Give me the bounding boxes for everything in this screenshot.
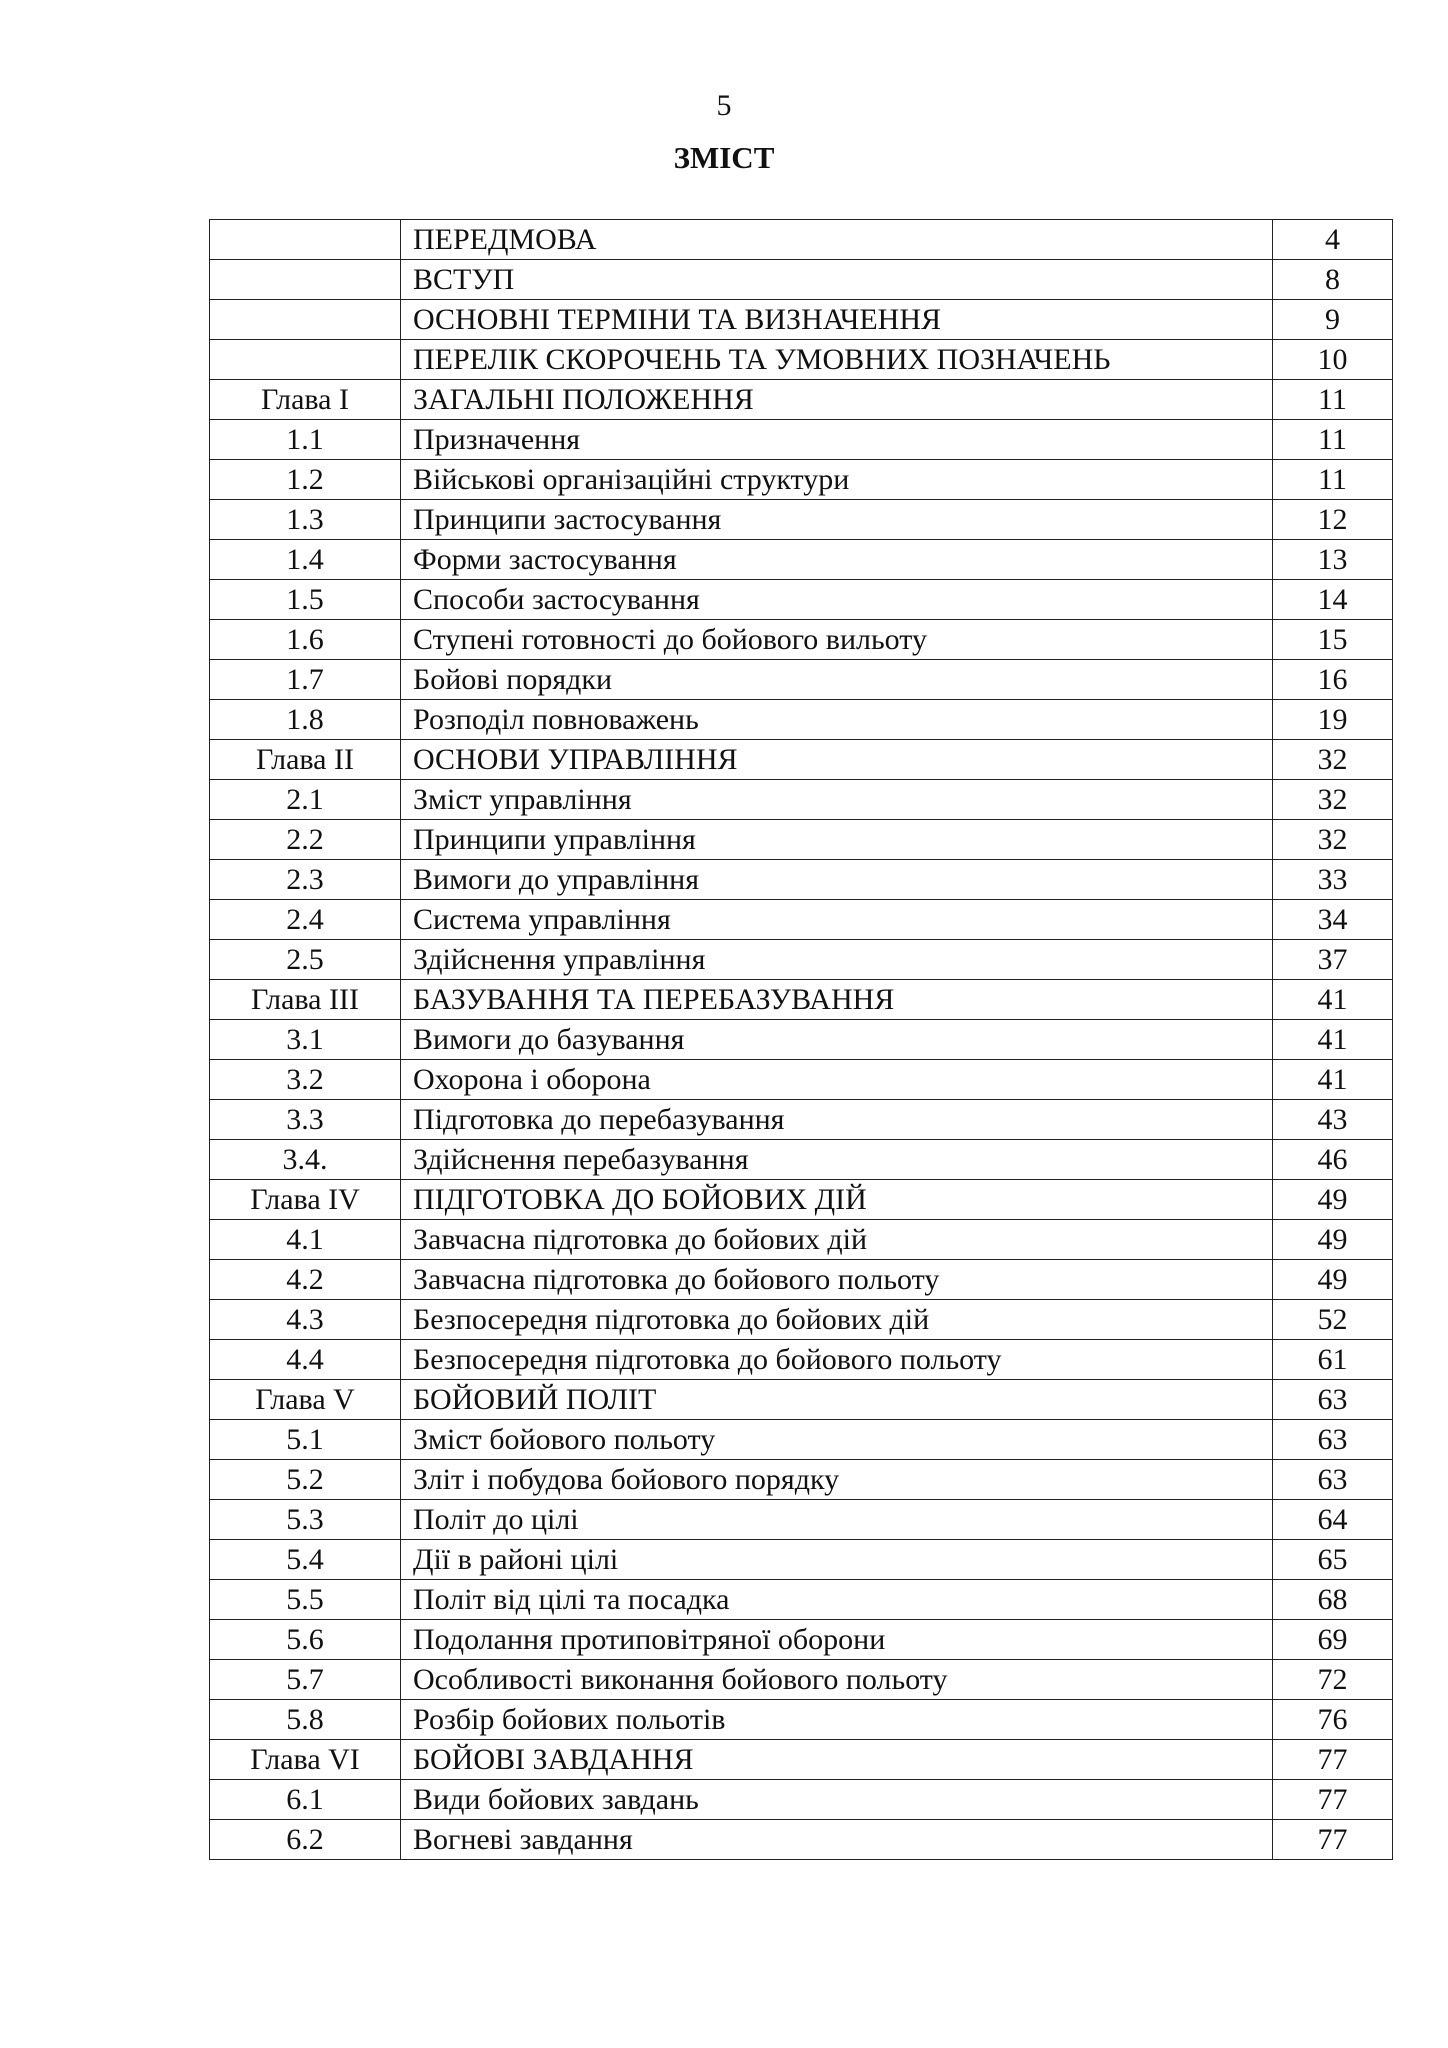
toc-row (210, 1820, 1393, 1860)
page-number: 5 (716, 89, 732, 122)
toc-section-title: Зміст управління (401, 780, 1273, 820)
toc-section-number: 2.3 (210, 860, 401, 900)
toc-section-number: 1.6 (210, 620, 401, 660)
toc-section-number: 1.2 (210, 460, 401, 500)
toc-row (210, 460, 1393, 500)
toc-page-number: 14 (1273, 580, 1393, 620)
toc-section-number: 3.2 (210, 1060, 401, 1100)
toc-page-number: 37 (1273, 940, 1393, 980)
toc-section-number: 6.1 (210, 1780, 401, 1820)
toc-section-number: Глава V (210, 1380, 401, 1420)
toc-section-number: 5.3 (210, 1500, 401, 1540)
toc-section-number: 5.6 (210, 1620, 401, 1660)
toc-section-number: Глава І (210, 380, 401, 420)
toc-row (210, 1060, 1393, 1100)
toc-section-title: Розбір бойових польотів (401, 1700, 1273, 1740)
toc-section-title: ВСТУП (401, 260, 1273, 300)
toc-section-title: Форми застосування (401, 540, 1273, 580)
toc-section-number: 4.3 (210, 1300, 401, 1340)
toc-row (210, 1220, 1393, 1260)
toc-row (210, 1300, 1393, 1340)
toc-page-number: 41 (1273, 1060, 1393, 1100)
toc-section-number: 5.5 (210, 1580, 401, 1620)
toc-row (210, 1420, 1393, 1460)
toc-row (210, 1620, 1393, 1660)
toc-section-number: 5.8 (210, 1700, 401, 1740)
toc-section-title: Безпосередня підготовка до бойових дій (401, 1300, 1273, 1340)
toc-page-number: 12 (1273, 500, 1393, 540)
toc-section-number: 1.1 (210, 420, 401, 460)
toc-section-title: Розподіл повноважень (401, 700, 1273, 740)
table-of-contents (209, 219, 1393, 1860)
toc-row (210, 860, 1393, 900)
toc-page-number: 8 (1273, 260, 1393, 300)
toc-section-title: ПЕРЕЛІК СКОРОЧЕНЬ ТА УМОВНИХ ПОЗНАЧЕНЬ (401, 340, 1273, 380)
toc-section-title: Зліт і побудова бойового порядку (401, 1460, 1273, 1500)
toc-page-number: 72 (1273, 1660, 1393, 1700)
toc-page-number: 61 (1273, 1340, 1393, 1380)
toc-page-number: 49 (1273, 1180, 1393, 1220)
toc-section-title: Система управління (401, 900, 1273, 940)
toc-section-title: ОСНОВИ УПРАВЛІННЯ (401, 740, 1273, 780)
toc-section-number (210, 220, 401, 260)
toc-page-number: 11 (1273, 460, 1393, 500)
toc-row (210, 1020, 1393, 1060)
toc-section-title: Особливості виконання бойового польоту (401, 1660, 1273, 1700)
toc-page-number: 49 (1273, 1260, 1393, 1300)
toc-page-number: 46 (1273, 1140, 1393, 1180)
toc-section-title: ОСНОВНІ ТЕРМІНИ ТА ВИЗНАЧЕННЯ (401, 300, 1273, 340)
toc-section-number: Глава IV (210, 1180, 401, 1220)
toc-body (210, 220, 1393, 1860)
toc-section-number: 1.8 (210, 700, 401, 740)
toc-row (210, 340, 1393, 380)
toc-page-number: 49 (1273, 1220, 1393, 1260)
toc-section-title: Здійснення управління (401, 940, 1273, 980)
toc-section-title: Способи застосування (401, 580, 1273, 620)
toc-page-number: 11 (1273, 420, 1393, 460)
toc-row (210, 380, 1393, 420)
toc-row (210, 1540, 1393, 1580)
toc-section-number: 4.1 (210, 1220, 401, 1260)
toc-page-number: 32 (1273, 740, 1393, 780)
toc-page-number: 32 (1273, 820, 1393, 860)
toc-row (210, 1380, 1393, 1420)
toc-page-number: 4 (1273, 220, 1393, 260)
toc-section-number: 1.3 (210, 500, 401, 540)
toc-row (210, 740, 1393, 780)
toc-page-number: 76 (1273, 1700, 1393, 1740)
toc-row (210, 300, 1393, 340)
toc-section-number: 1.7 (210, 660, 401, 700)
toc-section-number: 6.2 (210, 1820, 401, 1860)
toc-section-number (210, 340, 401, 380)
toc-section-title: Політ до цілі (401, 1500, 1273, 1540)
toc-row (210, 540, 1393, 580)
toc-section-title: БОЙОВИЙ ПОЛІТ (401, 1380, 1273, 1420)
toc-section-number: 4.4 (210, 1340, 401, 1380)
toc-row (210, 1260, 1393, 1300)
toc-section-number: 2.2 (210, 820, 401, 860)
toc-row (210, 1500, 1393, 1540)
toc-page-number: 65 (1273, 1540, 1393, 1580)
toc-row (210, 700, 1393, 740)
toc-row (210, 1460, 1393, 1500)
toc-section-title: Підготовка до перебазування (401, 1100, 1273, 1140)
toc-section-title: Види бойових завдань (401, 1780, 1273, 1820)
toc-section-title: Завчасна підготовка до бойових дій (401, 1220, 1273, 1260)
toc-section-title: БОЙОВІ ЗАВДАННЯ (401, 1740, 1273, 1780)
toc-section-number: 5.7 (210, 1660, 401, 1700)
toc-row (210, 1140, 1393, 1180)
toc-page-number: 34 (1273, 900, 1393, 940)
toc-section-title: Бойові порядки (401, 660, 1273, 700)
toc-page-number: 11 (1273, 380, 1393, 420)
toc-row (210, 820, 1393, 860)
toc-section-title: Завчасна підготовка до бойового польоту (401, 1260, 1273, 1300)
toc-section-number: 5.4 (210, 1540, 401, 1580)
toc-section-title: Вимоги до базування (401, 1020, 1273, 1060)
toc-row (210, 1340, 1393, 1380)
toc-row (210, 500, 1393, 540)
toc-page-number: 9 (1273, 300, 1393, 340)
toc-row (210, 1100, 1393, 1140)
toc-row (210, 1660, 1393, 1700)
toc-section-title: Ступені готовності до бойового вильоту (401, 620, 1273, 660)
toc-section-title: Безпосередня підготовка до бойового польоту (401, 1340, 1273, 1380)
toc-page-number: 13 (1273, 540, 1393, 580)
toc-section-title: Здійснення перебазування (401, 1140, 1273, 1180)
toc-page-number: 68 (1273, 1580, 1393, 1620)
toc-page-number: 32 (1273, 780, 1393, 820)
toc-page-number: 52 (1273, 1300, 1393, 1340)
toc-row (210, 1180, 1393, 1220)
toc-section-title: Призначення (401, 420, 1273, 460)
toc-row (210, 660, 1393, 700)
toc-page-number: 77 (1273, 1740, 1393, 1780)
toc-page-number: 69 (1273, 1620, 1393, 1660)
toc-section-title: ПІДГОТОВКА ДО БОЙОВИХ ДІЙ (401, 1180, 1273, 1220)
toc-page-number: 41 (1273, 980, 1393, 1020)
toc-page-number: 41 (1273, 1020, 1393, 1060)
toc-page-number: 19 (1273, 700, 1393, 740)
toc-section-number: Глава ІІ (210, 740, 401, 780)
toc-row (210, 260, 1393, 300)
toc-section-title: Принципи застосування (401, 500, 1273, 540)
toc-section-title: Подолання протиповітряної оборони (401, 1620, 1273, 1660)
toc-section-title: ЗАГАЛЬНІ ПОЛОЖЕННЯ (401, 380, 1273, 420)
toc-row (210, 420, 1393, 460)
toc-page-number: 64 (1273, 1500, 1393, 1540)
toc-section-title: БАЗУВАННЯ ТА ПЕРЕБАЗУВАННЯ (401, 980, 1273, 1020)
toc-row (210, 1580, 1393, 1620)
toc-section-title: ПЕРЕДМОВА (401, 220, 1273, 260)
toc-section-title: Політ від цілі та посадка (401, 1580, 1273, 1620)
toc-row (210, 1740, 1393, 1780)
toc-row (210, 1700, 1393, 1740)
toc-row (210, 580, 1393, 620)
toc-section-number: 2.1 (210, 780, 401, 820)
page-title: ЗМІСТ (673, 140, 775, 175)
toc-section-number: Глава ІІІ (210, 980, 401, 1020)
toc-section-number: 3.4. (210, 1140, 401, 1180)
toc-section-number: 5.2 (210, 1460, 401, 1500)
toc-section-title: Принципи управління (401, 820, 1273, 860)
toc-page-number: 77 (1273, 1780, 1393, 1820)
toc-section-number: 5.1 (210, 1420, 401, 1460)
toc-section-number: 2.4 (210, 900, 401, 940)
toc-section-title: Військові організаційні структури (401, 460, 1273, 500)
toc-page-number: 63 (1273, 1380, 1393, 1420)
toc-row (210, 620, 1393, 660)
toc-section-title: Вогневі завдання (401, 1820, 1273, 1860)
toc-row (210, 940, 1393, 980)
toc-section-number: 3.1 (210, 1020, 401, 1060)
toc-page-number: 63 (1273, 1420, 1393, 1460)
toc-section-number: 3.3 (210, 1100, 401, 1140)
toc-section-title: Охорона і оборона (401, 1060, 1273, 1100)
toc-section-number (210, 300, 401, 340)
toc-page-number: 10 (1273, 340, 1393, 380)
toc-section-number: Глава VI (210, 1740, 401, 1780)
toc-page-number: 16 (1273, 660, 1393, 700)
toc-section-title: Зміст бойового польоту (401, 1420, 1273, 1460)
toc-section-number (210, 260, 401, 300)
toc-section-number: 2.5 (210, 940, 401, 980)
toc-row (210, 780, 1393, 820)
toc-row (210, 900, 1393, 940)
toc-section-number: 4.2 (210, 1260, 401, 1300)
toc-page-number: 77 (1273, 1820, 1393, 1860)
toc-page-number: 15 (1273, 620, 1393, 660)
toc-page-number: 33 (1273, 860, 1393, 900)
toc-section-title: Вимоги до управління (401, 860, 1273, 900)
toc-row (210, 1780, 1393, 1820)
toc-section-number: 1.4 (210, 540, 401, 580)
toc-row (210, 980, 1393, 1020)
toc-row (210, 220, 1393, 260)
toc-section-title: Дії в районі цілі (401, 1540, 1273, 1580)
toc-section-number: 1.5 (210, 580, 401, 620)
toc-page-number: 43 (1273, 1100, 1393, 1140)
toc-page-number: 63 (1273, 1460, 1393, 1500)
